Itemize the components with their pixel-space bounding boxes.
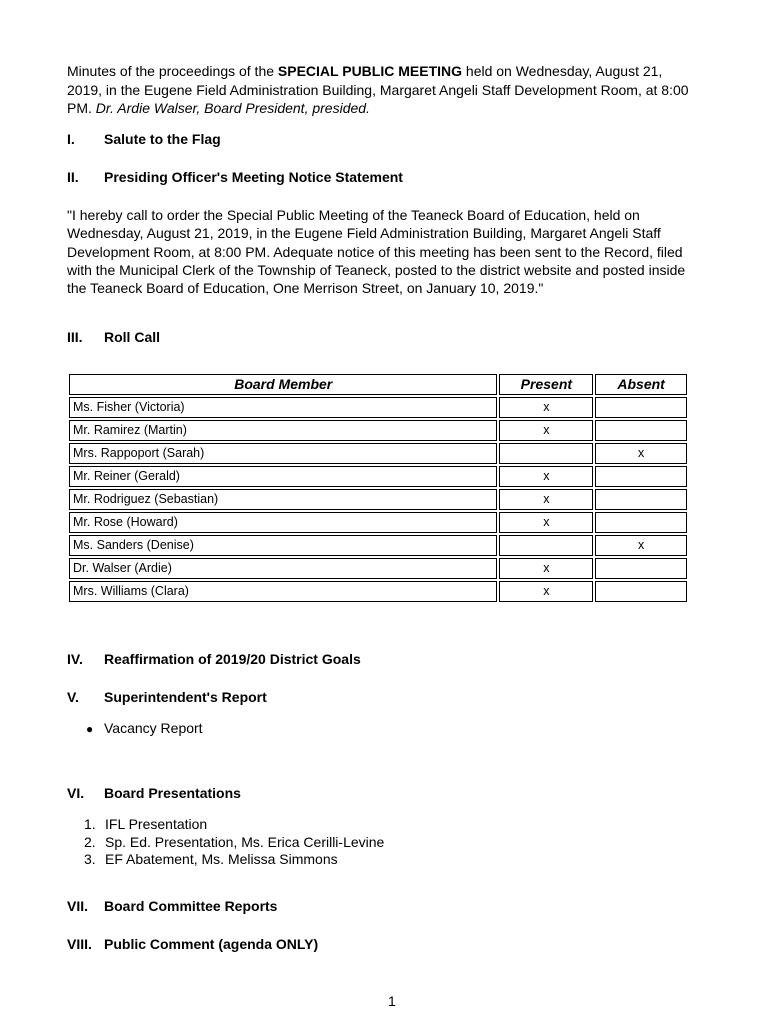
section-title: Public Comment (agenda ONLY) [104, 936, 319, 952]
section-number: III. [67, 329, 83, 345]
present-mark: x [499, 397, 593, 418]
table-row [69, 535, 687, 556]
section-title: Presiding Officer's Meeting Notice Statement [104, 169, 403, 185]
list-item-text: Vacancy Report [104, 720, 203, 736]
list-item [84, 851, 384, 869]
table-row [69, 558, 687, 579]
list-item [84, 834, 384, 852]
table-row [69, 581, 687, 602]
bullet-icon: ● [86, 722, 94, 736]
member-name: Mr. Rose (Howard) [69, 512, 497, 533]
absent-mark [595, 397, 687, 418]
absent-mark: x [595, 535, 687, 556]
section-number: VIII. [67, 936, 92, 952]
section-heading-2 [67, 169, 403, 185]
table-header-row [69, 374, 687, 395]
section-heading-4 [67, 651, 361, 667]
table-row [69, 443, 687, 464]
present-mark: x [499, 512, 593, 533]
section-heading-6 [67, 785, 241, 801]
table-row [69, 420, 687, 441]
table-row [69, 489, 687, 510]
absent-mark [595, 581, 687, 602]
section-title: Board Committee Reports [104, 898, 278, 914]
page-number: 1 [388, 993, 396, 1009]
section-heading-7 [67, 898, 277, 914]
section-title: Board Presentations [104, 785, 241, 801]
section-heading-1 [67, 131, 221, 147]
list-number: 1. [84, 816, 96, 832]
present-mark: x [499, 466, 593, 487]
presiding-note: Dr. Ardie Walser, Board President, presided. [95, 100, 370, 116]
member-name: Mr. Reiner (Gerald) [69, 466, 497, 487]
list-number: 2. [84, 833, 96, 850]
present-mark [499, 443, 593, 464]
section-heading-8 [67, 936, 318, 952]
intro-text: Minutes of the proceedings of the [67, 63, 278, 79]
roll-call-table [67, 372, 689, 604]
absent-mark [595, 489, 687, 510]
section-number: II. [67, 169, 79, 185]
present-mark: x [499, 489, 593, 510]
table-row [69, 466, 687, 487]
section-heading-5 [67, 689, 267, 705]
absent-mark [595, 512, 687, 533]
presentations-list [84, 816, 384, 869]
header-board-member: Board Member [69, 374, 497, 395]
list-item [84, 816, 384, 834]
member-name: Mrs. Rappoport (Sarah) [69, 443, 497, 464]
section-number: VII. [67, 898, 89, 914]
member-name: Ms. Sanders (Denise) [69, 535, 497, 556]
section-title: Salute to the Flag [104, 131, 221, 147]
present-mark [499, 535, 593, 556]
section-number: IV. [67, 651, 83, 667]
section-number: I. [67, 131, 75, 147]
list-item-text: EF Abatement, Ms. Melissa Simmons [105, 851, 338, 867]
list-item-text: Sp. Ed. Presentation, Ms. Erica Cerilli-Levine [105, 833, 385, 850]
absent-mark [595, 558, 687, 579]
section-number: VI. [67, 785, 85, 801]
absent-mark [595, 466, 687, 487]
member-name: Mr. Ramirez (Martin) [69, 420, 497, 441]
present-mark: x [499, 420, 593, 441]
absent-mark: x [595, 443, 687, 464]
absent-mark [595, 420, 687, 441]
member-name: Ms. Fisher (Victoria) [69, 397, 497, 418]
list-item-text: IFL Presentation [105, 816, 208, 832]
header-present: Present [499, 374, 593, 395]
member-name: Mrs. Williams (Clara) [69, 581, 497, 602]
section-title: Roll Call [104, 329, 161, 345]
intro-details: held on Wednesday, August 21, 2019, in the Eugene Field Administration Building, Margaret Angeli Staff Development Room, at 8:00 PM. [67, 63, 689, 116]
meeting-intro [67, 62, 692, 118]
list-item [86, 720, 203, 736]
meeting-type: SPECIAL PUBLIC MEETING [277, 63, 463, 79]
list-number: 3. [84, 851, 96, 867]
section-title: Reaffirmation of 2019/20 District Goals [104, 651, 361, 667]
present-mark: x [499, 558, 593, 579]
present-mark: x [499, 581, 593, 602]
notice-statement: "I hereby call to order the Special Public Meeting of the Teaneck Board of Education, held on Wednesday, August 21, 2019, in the Eugene Field Administration Building, Margaret Angeli Staff Development Room, at 8:00 PM. Adequate notice of this meeting has been sent to the Record, filed with the Municipal Clerk of the Township of Teaneck, posted to the district website and posted inside the Teaneck Board of Education, One Merrison Street, on January 10, 2019." [67, 207, 686, 297]
member-name: Mr. Rodriguez (Sebastian) [69, 489, 497, 510]
table-row [69, 512, 687, 533]
table-row [69, 397, 687, 418]
member-name: Dr. Walser (Ardie) [69, 558, 497, 579]
section-heading-3 [67, 329, 160, 345]
header-absent: Absent [595, 374, 687, 395]
section-number: V. [67, 689, 79, 705]
section-title: Superintendent's Report [104, 689, 267, 705]
